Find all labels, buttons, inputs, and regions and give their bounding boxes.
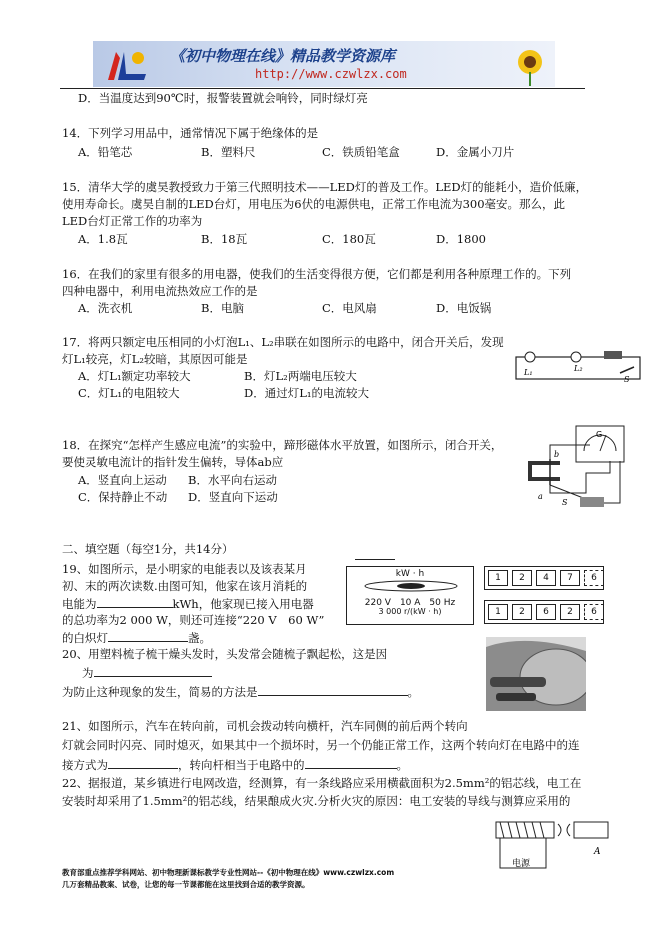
label-l2: L₂ — [574, 364, 583, 373]
label-s: S — [562, 498, 568, 507]
label-l1: L₁ — [524, 368, 533, 377]
q15-option-a: A．1.8瓦 — [78, 232, 128, 246]
digit: 1 — [488, 570, 508, 586]
q21-line3-prefix: 接方式为 — [62, 758, 108, 772]
q16-option-c: C．电风扇 — [322, 301, 377, 315]
header-rule — [60, 88, 585, 89]
digit-decimal: 6 — [584, 604, 604, 620]
q14-option-d: D．金属小刀片 — [436, 145, 515, 159]
q19-line5-suffix: 盏。 — [188, 631, 211, 645]
q19-line5-prefix: 的白炽灯 — [62, 631, 108, 645]
q22-line1: 22、据报道，某乡镇进行电网改造，经测算，有一条线路应采用横截面积为2.5mm²的铝芯线，电工在 — [62, 776, 582, 790]
q17-option-a: A．灯L₁额定功率较大 — [78, 369, 191, 383]
meter-disk-icon — [361, 579, 461, 593]
q15-line2: 使用寿命长。虞昊自制的LED台灯，用电压为6伏的电源供电，正常工作电流为300毫安。那么，此 — [62, 197, 566, 211]
q21-line1: 21、如图所示，汽车在转向前，司机会拨动转向横杆，汽车同侧的前后两个转向 — [62, 719, 468, 733]
q15-option-b: B．18瓦 — [201, 232, 248, 246]
q15-option-d: D．1800 — [436, 232, 486, 246]
q20-blank-method[interactable] — [258, 683, 408, 696]
series-circuit-figure — [508, 345, 648, 385]
footer-line1: 教育部重点推荐学科网站、初中物理新课标教学专业性网站--《初中物理在线》www.czwlzx.com — [62, 868, 395, 877]
digit: 7 — [560, 570, 580, 586]
q14-option-c: C．铁质铅笔盒 — [322, 145, 400, 159]
meter-unit: kW · h — [395, 569, 425, 579]
q20-line3-suffix: 。 — [407, 685, 419, 699]
q18-option-c: C．保持静止不动 — [78, 490, 168, 504]
q19-blank-energy[interactable] — [97, 595, 173, 608]
sunflower-icon — [505, 42, 555, 86]
q19-line1: 19、如图所示，是小明家的电能表以及该表某月 — [62, 562, 307, 576]
q14-option-a: A．铅笔芯 — [78, 145, 133, 159]
q16-option-b: B．电脑 — [201, 301, 244, 315]
reading-start — [488, 570, 604, 586]
q18-option-b: B．水平向右运动 — [188, 473, 277, 487]
turn-signal-photo — [486, 637, 586, 711]
q15-line3: LED台灯正常工作的功率为 — [62, 214, 203, 228]
q19-line3 — [62, 595, 314, 612]
q19-line3-prefix: 电能为 — [62, 597, 97, 611]
meter-rating: 220 V 10 A 50 Hz — [364, 598, 456, 608]
q21-line2: 灯就会同时闪亮、同时熄灭，如果其中一个损坏时，另一个仍能正常工作，这两个转向灯在电路中的连 — [62, 738, 580, 752]
q16-line1: 16．在我们的家里有很多的用电器，使我们的生活变得很方便，它们都是利用各种原理工作的。下列 — [62, 267, 572, 281]
q16-option-a: A．洗衣机 — [78, 301, 133, 315]
digit: 1 — [488, 604, 508, 620]
q19-line2: 初、末的两次读数.由图可知，他家在该月消耗的 — [62, 579, 308, 593]
q16-line2: 四种电器中，利用电流热效应工作的是 — [62, 284, 258, 298]
power-source-label: 电源 — [512, 859, 531, 869]
q20-line3 — [62, 683, 419, 700]
q17-option-c: C．灯L₁的电阻较大 — [78, 386, 180, 400]
q21-blank-component[interactable] — [305, 756, 397, 769]
digit: 2 — [560, 604, 580, 620]
digit-decimal: 6 — [584, 570, 604, 586]
q18-line1: 18．在探究“怎样产生感应电流”的实验中，蹄形磁体水平放置，如图所示，闭合开关， — [62, 438, 503, 452]
q18-option-a: A．竖直向上运动 — [78, 473, 167, 487]
q18-line2: 要使灵敏电流计的指针发生偏转，导体ab应 — [62, 455, 284, 469]
q15-line1: 15．清华大学的虞昊教授致力于第三代照明技术——LED灯的普及工作。LED灯的能耗小，造价低廉， — [62, 180, 588, 194]
q20-line2 — [82, 664, 212, 681]
q20-line1: 20、用塑料梳子梳干燥头发时，头发常会随梳子飘起松，这是因 — [62, 647, 388, 661]
label-a: a — [538, 492, 543, 501]
digit: 2 — [512, 570, 532, 586]
section-fill-in-title: 二、填空题（每空1分，共14分） — [62, 542, 234, 556]
q20-line3-prefix: 为防止这种现象的发生，简易的方法是 — [62, 685, 258, 699]
q14-option-b: B．塑料尺 — [201, 145, 256, 159]
q19-line3-suffix: kWh，他家现已接入用电器 — [172, 597, 314, 611]
q21-blank-connection[interactable] — [108, 756, 178, 769]
q17-line2: 灯L₁较亮，灯L₂较暗，其原因可能是 — [62, 352, 248, 366]
q20-blank-reason[interactable] — [94, 664, 212, 677]
meter-constant: 3 000 r/(kW · h) — [378, 607, 442, 616]
q20-line2-prefix: 为 — [82, 666, 94, 680]
galvanometer-label: G — [596, 430, 603, 439]
q18-option-d: D．竖直向下运动 — [188, 490, 278, 504]
banner-title: 《初中物理在线》精品教学资源库 — [170, 47, 396, 65]
q16-option-d: D．电饭锅 — [436, 301, 492, 315]
q21-line3 — [62, 756, 408, 773]
energy-meter — [346, 566, 474, 625]
q22-line2: 安装时却采用了1.5mm²的铝芯线，结果酿成火灾.分析火灾的原因：电工安装的导线与测算应采用的 — [62, 794, 571, 808]
label-a: A — [594, 847, 601, 857]
label-s: S — [624, 375, 630, 384]
q17-line1: 17．将两只额定电压相同的小灯泡L₁、L₂串联在如图所示的电路中，闭合开关后，发现 — [62, 335, 504, 349]
reading-end — [488, 604, 604, 620]
electromagnet-figure — [490, 818, 615, 878]
digit: 2 — [512, 604, 532, 620]
q19-blank-lamps[interactable] — [108, 629, 188, 642]
meter-top-line — [355, 559, 395, 560]
q14-stem: 14．下列学习用品中，通常情况下属于绝缘体的是 — [62, 126, 319, 140]
q19-line4: 的总功率为2 000 W，则还可连接“220 V 60 W” — [62, 613, 325, 627]
q15-option-c: C．180瓦 — [322, 232, 376, 246]
q17-option-d: D．通过灯L₁的电流较大 — [244, 386, 369, 400]
label-b: b — [554, 450, 560, 459]
digit: 6 — [536, 604, 556, 620]
q13-option-d: D．当温度达到90℃时，报警装置就会响铃，同时绿灯亮 — [78, 91, 368, 105]
induction-experiment-figure — [520, 423, 630, 515]
q21-line3-mid: ，转向杆相当于电路中的 — [178, 758, 305, 772]
digit: 4 — [536, 570, 556, 586]
banner-url[interactable]: http://www.czwlzx.com — [255, 67, 407, 81]
magnet-n-label: N — [550, 467, 556, 475]
q21-line3-suffix: 。 — [396, 758, 408, 772]
q19-line5 — [62, 629, 211, 646]
q17-option-b: B．灯L₂两端电压较大 — [244, 369, 357, 383]
site-logo — [98, 44, 158, 86]
footer-line2: 几万套精品教案、试卷，让您的每一节课都能在这里找到合适的教学资源。 — [62, 880, 310, 889]
